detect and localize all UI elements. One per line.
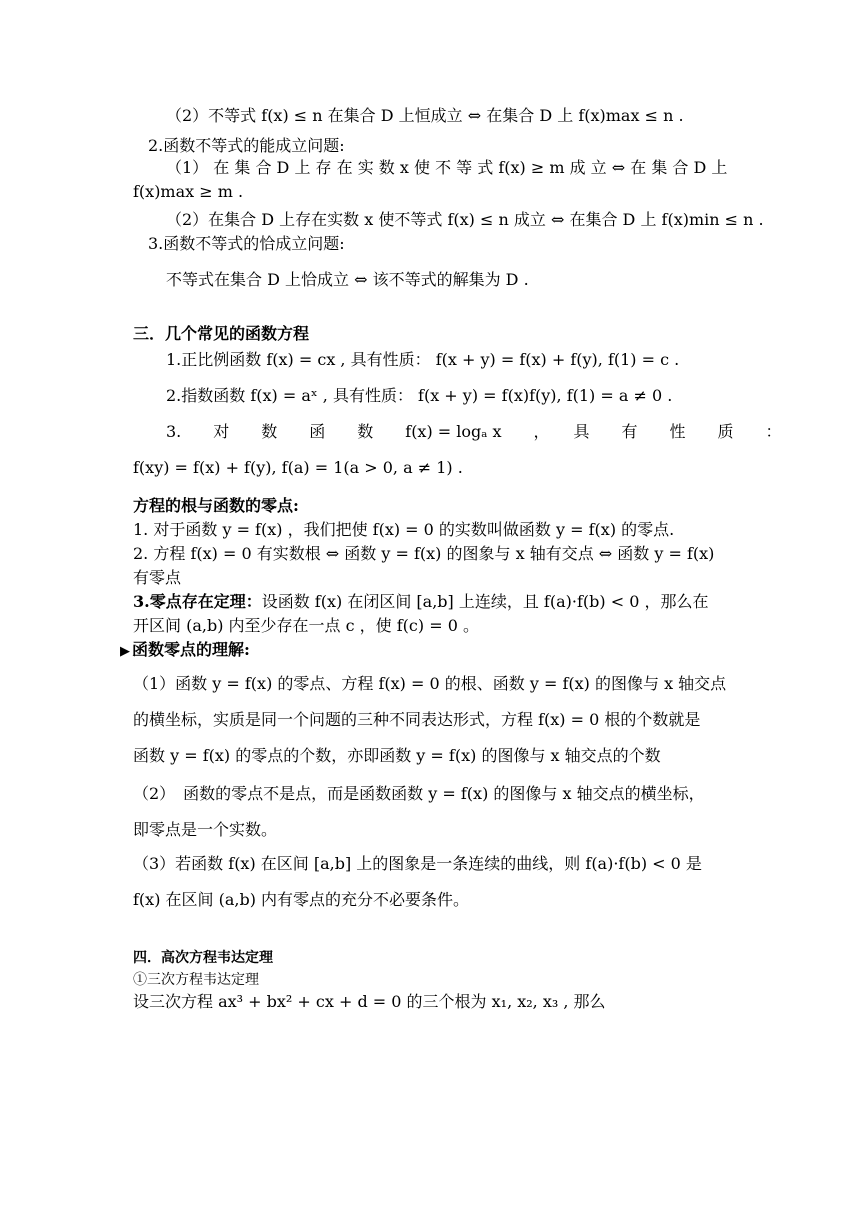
- black-right-triangle-icon: ▶: [120, 644, 130, 659]
- section-heading: 四．高次方程韦达定理: [133, 950, 273, 966]
- text-line: 1.正比例函数 f(x) = cx , 具有性质： f(x + y) = f(x) + f(y), f(1) = c .: [166, 350, 680, 369]
- text-line: （2） 函数的零点不是点，而是函数函数 y = f(x) 的图像与 x 轴交点的横坐标，: [133, 784, 705, 803]
- text-line: （1）函数 y = f(x) 的零点、方程 f(x) = 0 的根、函数 y = f(x) 的图像与 x 轴交点: [133, 674, 727, 693]
- text-line: [133, 592, 708, 612]
- text-line: 即零点是一个实数。: [133, 820, 278, 839]
- text-line: 2. 方程 f(x) = 0 有实数根 ⇔ 函数 y = f(x) 的图象与 x 轴有交点 ⇔ 函数 y = f(x): [133, 544, 715, 563]
- heading-text: 函数零点的理解:: [132, 640, 250, 659]
- text-line: f(x)max ≥ m .: [133, 182, 244, 201]
- text-line: 的横坐标，实质是同一个问题的三种不同表达形式，方程 f(x) = 0 根的个数就是: [133, 710, 701, 729]
- text-line: 设三次方程 ax³ + bx² + cx + d = 0 的三个根为 x₁, x₂, x₃ , 那么: [133, 992, 606, 1011]
- section-heading: [120, 640, 250, 662]
- text-line: （1） 在 集 合 D 上 存 在 实 数 x 使 不 等 式 f(x) ≥ m 成 立 ⇔ 在 集 合 D 上: [166, 158, 728, 177]
- section-heading: 方程的根与函数的零点:: [133, 496, 299, 515]
- theorem-text: 设函数 f(x) 在闭区间 [a,b] 上连续，且 f(a)·f(b) < 0 ，那么在: [261, 592, 709, 611]
- text-line: 2.函数不等式的能成立问题:: [148, 136, 345, 155]
- text-line: 2.指数函数 f(x) = aˣ , 具有性质： f(x + y) = f(x)f(y), f(1) = a ≠ 0 .: [166, 386, 673, 405]
- text-line: （2）在集合 D 上存在实数 x 使不等式 f(x) ≤ n 成立 ⇔ 在集合 D 上 f(x)min ≤ n .: [166, 210, 764, 229]
- text-line: 函数 y = f(x) 的零点的个数，亦即函数 y = f(x) 的图像与 x 轴交点的个数: [133, 746, 661, 765]
- text-line: 有零点: [133, 568, 182, 587]
- text-line: 1. 对于函数 y = f(x) ，我们把使 f(x) = 0 的实数叫做函数 y = f(x) 的零点.: [133, 520, 675, 539]
- text-line: ①三次方程韦达定理: [133, 972, 259, 988]
- text-line: 不等式在集合 D 上恰成立 ⇔ 该不等式的解集为 D .: [166, 270, 529, 289]
- text-line: 开区间 (a,b) 内至少存在一点 c ，使 f(c) = 0 。: [133, 616, 479, 635]
- text-line: f(x) 在区间 (a,b) 内有零点的充分不必要条件。: [133, 890, 470, 909]
- theorem-label: 3.零点存在定理：: [133, 592, 262, 611]
- text-line: 3. 对 数 函 数 f(x) = logₐ x ， 具 有 性 质 ：: [166, 422, 782, 441]
- section-heading: 三．几个常见的函数方程: [133, 324, 310, 343]
- text-line: （2）不等式 f(x) ≤ n 在集合 D 上恒成立 ⇔ 在集合 D 上 f(x)max ≤ n .: [166, 106, 684, 125]
- text-line: （3）若函数 f(x) 在区间 [a,b] 上的图象是一条连续的曲线，则 f(a)·f(b) < 0 是: [133, 854, 702, 873]
- text-line: 3.函数不等式的恰成立问题:: [148, 234, 345, 253]
- text-line: f(xy) = f(x) + f(y), f(a) = 1(a > 0, a ≠ 1) .: [133, 458, 463, 477]
